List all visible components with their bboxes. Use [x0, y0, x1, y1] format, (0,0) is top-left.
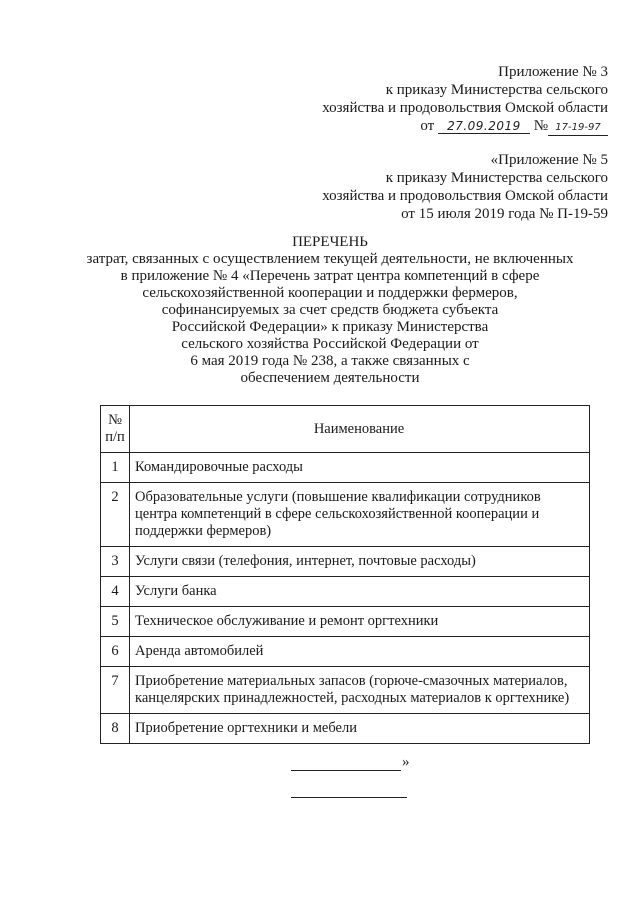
- closing-quote: »: [402, 754, 410, 770]
- table-row: [101, 483, 590, 547]
- row-name: Техническое обслуживание и ремонт оргтехники: [130, 607, 590, 637]
- end-of-document-rule: [291, 797, 407, 798]
- title-line: 6 мая 2019 года № 238, а также связанных с: [190, 353, 470, 369]
- title-line: софинансируемых за счет средств бюджета субъекта: [161, 302, 499, 318]
- row-number: 3: [101, 547, 130, 577]
- appendix-5-date-line: от 15 июля 2019 года № П-19-59: [401, 206, 608, 222]
- title-line: затрат, связанных с осуществлением текущей деятельности, не включенных: [86, 251, 574, 267]
- table-row: [101, 714, 590, 744]
- row-number: 2: [101, 483, 130, 547]
- header-name-cell: Наименование: [130, 406, 590, 453]
- handwritten-date: 27.09.2019: [438, 119, 530, 134]
- closing-rule: [291, 758, 401, 771]
- title-line: в приложение № 4 «Перечень затрат центра компетенций в сфере: [120, 268, 540, 284]
- title-line: Российской Федерации» к приказу Министерства: [171, 319, 489, 335]
- title-line: обеспечением деятельности: [240, 370, 420, 386]
- table-row: [101, 637, 590, 667]
- number-label: №: [533, 118, 548, 134]
- appendix-5-header: [322, 151, 608, 223]
- table-row: [101, 547, 590, 577]
- appendix-3-header: [322, 63, 608, 136]
- table-header-row: [101, 406, 590, 453]
- appendix-5-order-line: к приказу Министерства сельского: [385, 170, 608, 186]
- row-name: Приобретение оргтехники и мебели: [130, 714, 590, 744]
- row-name: Аренда автомобилей: [130, 637, 590, 667]
- row-name: Услуги связи (телефония, интернет, почтовые расходы): [130, 547, 590, 577]
- appendix-3-order-line: к приказу Министерства сельского: [385, 82, 608, 98]
- document-title-block: [60, 234, 600, 387]
- from-label: от: [420, 118, 435, 134]
- appendix-3-ministry-line: хозяйства и продовольствия Омской области: [322, 100, 608, 116]
- appendix-5-ministry-line: хозяйства и продовольствия Омской области: [322, 188, 608, 204]
- title-line: сельскохозяйственной кооперации и поддержки фермеров,: [142, 285, 518, 301]
- row-name: Приобретение материальных запасов (горюче-смазочных материалов, канцелярских принадлежностей, расходных материалов к оргтехнике): [130, 667, 590, 714]
- row-number: 7: [101, 667, 130, 714]
- row-name: Услуги банка: [130, 577, 590, 607]
- handwritten-number: 17-19-97: [548, 121, 608, 136]
- table-row: [101, 607, 590, 637]
- row-number: 5: [101, 607, 130, 637]
- table-row: [101, 453, 590, 483]
- row-name: Командировочные расходы: [130, 453, 590, 483]
- table-row: [101, 667, 590, 714]
- cost-list-table: [100, 405, 590, 744]
- appendix-3-date-line: [322, 117, 608, 136]
- row-name: Образовательные услуги (повышение квалификации сотрудников центра компетенций в сфере сельскохозяйственной кооперации и поддержки фермеров): [130, 483, 590, 547]
- table-row: [101, 577, 590, 607]
- row-number: 8: [101, 714, 130, 744]
- row-number: 1: [101, 453, 130, 483]
- header-number-cell: № п/п: [101, 406, 130, 453]
- row-number: 4: [101, 577, 130, 607]
- document-heading: ПЕРЕЧЕНЬ: [292, 234, 368, 250]
- appendix-3-title: Приложение № 3: [498, 64, 608, 80]
- row-number: 6: [101, 637, 130, 667]
- appendix-5-title: «Приложение № 5: [490, 152, 608, 168]
- title-line: сельского хозяйства Российской Федерации от: [181, 336, 479, 352]
